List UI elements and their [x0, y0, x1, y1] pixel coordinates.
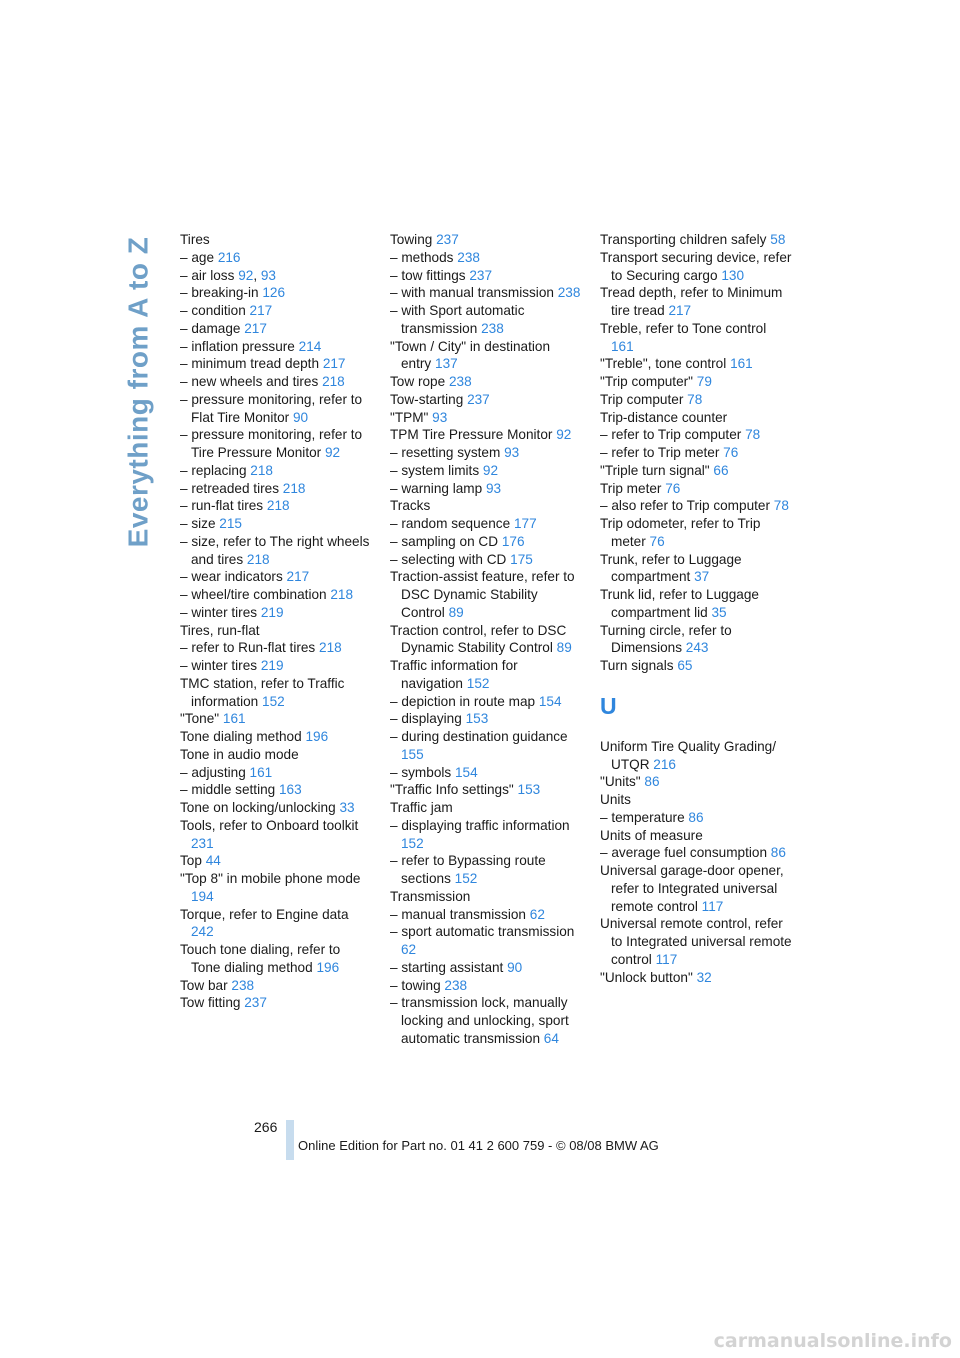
- index-entry-text: – inflation pressure: [180, 338, 295, 354]
- index-entry: [390, 302, 582, 338]
- index-entry-text: Trip computer: [600, 391, 684, 407]
- index-entry: [390, 852, 582, 888]
- index-entry: [600, 426, 792, 444]
- index-entry: [600, 284, 792, 320]
- footer-accent-bar: [286, 1120, 294, 1160]
- index-entry: [600, 409, 792, 427]
- page-reference-link[interactable]: 44: [205, 853, 221, 869]
- index-entry: [180, 852, 372, 870]
- index-entry: [600, 551, 792, 587]
- index-entry-text: – winter tires: [180, 604, 258, 620]
- index-entry-text: "Unlock button": [600, 969, 693, 985]
- index-entry: [390, 728, 582, 764]
- page-reference-link[interactable]: 217: [668, 303, 692, 318]
- index-entry-text: Units: [600, 792, 631, 807]
- page-reference-link[interactable]: 78: [773, 498, 789, 514]
- index-entry: [600, 791, 792, 809]
- page-reference-link[interactable]: 215: [219, 516, 242, 531]
- index-entry: [180, 373, 372, 391]
- index-entry: [390, 480, 582, 498]
- page-reference-link[interactable]: 79: [696, 374, 712, 389]
- index-entry-text: – age: [180, 249, 215, 265]
- index-entry-text: "Traffic Info settings": [390, 782, 514, 798]
- index-entry-text: Tow rope: [390, 374, 446, 389]
- page-reference-link[interactable]: 117: [701, 898, 724, 914]
- index-entry-text: – refer to Bypassing route sections: [390, 853, 546, 886]
- index-column-2: [390, 231, 582, 1048]
- page-reference-link[interactable]: 33: [339, 800, 355, 815]
- index-entry: [390, 373, 582, 391]
- index-entry-text: TPM Tire Pressure Monitor: [390, 427, 553, 443]
- index-entry: [180, 799, 372, 817]
- page-reference-link[interactable]: 176: [501, 533, 525, 549]
- index-entry: [180, 568, 372, 586]
- index-entry-text: Traction control, refer to DSC Dynamic Stability Control: [390, 622, 567, 656]
- index-entry-text: Tracks: [390, 498, 431, 514]
- index-entry-text: – starting assistant: [390, 959, 504, 975]
- page-reference-link[interactable]: 92: [482, 462, 499, 478]
- index-entry-text: Transmission: [390, 888, 471, 904]
- index-entry-text: Tread depth, refer to Minimum tire tread: [600, 285, 783, 318]
- index-entry-text: – sampling on CD: [390, 533, 499, 549]
- index-entry: [180, 817, 372, 853]
- index-entry-text: Towing: [390, 232, 433, 247]
- index-entry: [390, 799, 582, 817]
- page-reference-link[interactable]: 218: [282, 480, 306, 496]
- page-reference-link[interactable]: 62: [529, 906, 545, 922]
- index-entry-text: Touch tone dialing, refer to Tone dialing method: [180, 942, 341, 975]
- index-entry: [180, 284, 372, 302]
- page-reference-link[interactable]: 78: [745, 427, 761, 443]
- index-entry-text: Tow-starting: [390, 391, 464, 407]
- index-entry-text: Tone on locking/unlocking: [180, 800, 336, 815]
- index-entry: [180, 302, 372, 320]
- index-entry-text: Tow fitting: [180, 995, 241, 1011]
- index-entry: [180, 249, 372, 267]
- index-entry: [390, 888, 582, 906]
- index-entry: – air loss 92, 93: [180, 267, 276, 283]
- index-entry: [180, 906, 372, 942]
- index-entry: [180, 941, 372, 977]
- index-entry-text: Treble, refer to Tone control: [600, 320, 767, 336]
- page-reference-link[interactable]: 218: [246, 551, 270, 567]
- index-entry-text: – pressure monitoring, refer to Tire Pressure Monitor: [180, 427, 363, 460]
- page-reference-link[interactable]: 238: [557, 285, 581, 301]
- page-reference-link[interactable]: 237: [244, 995, 267, 1011]
- side-section-title-text: Everything from A to Z: [122, 236, 153, 548]
- index-entry: [180, 515, 372, 533]
- index-entry-text: – refer to Trip meter: [600, 445, 720, 460]
- index-entry-text: – adjusting: [180, 764, 246, 780]
- index-entry: [600, 862, 792, 915]
- index-entry-text: Turning circle, refer to Dimensions: [600, 622, 732, 656]
- page-reference-link[interactable]: 64: [543, 1030, 559, 1046]
- page-reference-link[interactable]: 238: [457, 249, 480, 265]
- page-reference-link[interactable]: 93: [260, 267, 276, 283]
- page-reference-link[interactable]: 237: [469, 267, 493, 283]
- page-reference-link[interactable]: 76: [649, 533, 665, 549]
- index-entry: [180, 639, 372, 657]
- index-entry-text: – average fuel consumption: [600, 845, 768, 861]
- page-reference-link[interactable]: 238: [481, 320, 504, 336]
- page-reference-link[interactable]: 86: [688, 809, 704, 825]
- page-reference-link[interactable]: 65: [677, 658, 693, 673]
- index-entry-text: – displaying: [390, 711, 462, 727]
- index-entry: [390, 551, 582, 569]
- index-entry: [600, 515, 792, 551]
- index-entry-text: – damage: [180, 320, 241, 336]
- index-entry-text: Turn signals: [600, 658, 674, 673]
- page-reference-link[interactable]: 58: [770, 232, 786, 247]
- index-entry-text: – depiction in route map: [390, 693, 536, 709]
- index-entry: [390, 462, 582, 480]
- index-entry-text: – winter tires: [180, 658, 258, 673]
- index-entry: [390, 426, 582, 444]
- index-entry: [600, 249, 792, 285]
- page-reference-link[interactable]: 243: [685, 640, 709, 656]
- index-entry-text: – sport automatic transmission: [390, 924, 575, 940]
- index-entry-text: – with Sport automatic transmission: [390, 303, 525, 336]
- index-entry: [180, 480, 372, 498]
- index-entry: [180, 622, 372, 640]
- index-entry: [390, 444, 582, 462]
- watermark: carmanualsonline.info: [713, 1330, 952, 1352]
- index-entry: [180, 994, 372, 1012]
- index-entry-text: – also refer to Trip computer: [600, 498, 770, 514]
- index-entry: [600, 444, 792, 462]
- page-reference-link[interactable]: 216: [653, 756, 676, 772]
- index-entry-text: Units of measure: [600, 827, 703, 843]
- page-reference-link[interactable]: 218: [266, 498, 290, 514]
- index-entry-text: – condition: [180, 303, 246, 318]
- index-entry-text: Universal remote control, refer to Integrated universal remote control: [600, 916, 792, 967]
- index-entry: [600, 355, 792, 373]
- page-reference-link[interactable]: 153: [465, 711, 489, 727]
- page-reference-link[interactable]: 90: [507, 959, 523, 975]
- index-entry: [600, 844, 792, 862]
- page-reference-link[interactable]: 90: [292, 409, 309, 425]
- index-entry: [600, 391, 792, 409]
- index-entry-text: – temperature: [600, 809, 685, 825]
- page-reference-link[interactable]: 152: [262, 693, 285, 709]
- index-entry: [390, 906, 582, 924]
- index-entry-text: – size: [180, 516, 216, 531]
- index-entry: [600, 809, 792, 827]
- page-reference-link[interactable]: 238: [444, 977, 468, 993]
- index-entry: [180, 462, 372, 480]
- index-entry: [600, 462, 792, 480]
- index-entry-text: "Top 8" in mobile phone mode: [180, 871, 361, 886]
- index-entry: [180, 675, 372, 711]
- page-reference-link[interactable]: 217: [244, 320, 267, 336]
- page-reference-link[interactable]: 231: [191, 835, 214, 851]
- page-reference-link[interactable]: 196: [316, 959, 340, 975]
- index-entry: [390, 533, 582, 551]
- page-reference-link[interactable]: 155: [401, 746, 424, 762]
- index-entry: [600, 827, 792, 845]
- index-entry: [600, 773, 792, 791]
- index-entry: [390, 781, 582, 799]
- index-entry: [390, 515, 582, 533]
- index-entry: [180, 728, 372, 746]
- page-reference-link[interactable]: 161: [249, 764, 273, 780]
- index-entry-text: – tow fittings: [390, 267, 466, 283]
- index-entry-text: Tone in audio mode: [180, 746, 299, 762]
- page-reference-link[interactable]: 37: [694, 569, 710, 585]
- index-entry: [180, 657, 372, 675]
- index-entry: [390, 497, 582, 515]
- index-entry-text: – wear indicators: [180, 569, 283, 585]
- index-entry: [600, 969, 792, 987]
- page-reference-link[interactable]: 137: [435, 356, 458, 372]
- page-reference-link[interactable]: 92: [556, 427, 572, 443]
- index-entry-text: "Treble", tone control: [600, 356, 727, 372]
- index-entry-text: "Tone": [180, 711, 220, 727]
- side-section-title: [118, 232, 158, 552]
- index-entry-text: – wheel/tire combination: [180, 587, 327, 602]
- page-reference-link[interactable]: 86: [644, 774, 660, 790]
- index-entry-text: – retreaded tires: [180, 480, 279, 496]
- index-entry: [180, 604, 372, 622]
- page-reference-link[interactable]: 218: [322, 374, 345, 389]
- index-entry-text: "Triple turn signal": [600, 462, 710, 478]
- page-reference-link[interactable]: 154: [454, 764, 478, 780]
- index-entry-text: – breaking-in: [180, 285, 259, 301]
- index-entry-text: Trunk lid, refer to Luggage compartment lid: [600, 587, 759, 620]
- index-entry: [600, 738, 792, 774]
- page-reference-link[interactable]: 218: [330, 587, 354, 602]
- index-entry: [180, 320, 372, 338]
- index-entry-text: Tires: [180, 232, 210, 247]
- index-entry-text: Top: [180, 853, 202, 869]
- index-entry-text: – selecting with CD: [390, 551, 507, 567]
- index-letter-heading: U: [600, 692, 617, 719]
- page-reference-link[interactable]: 161: [611, 338, 634, 354]
- index-entry: [390, 817, 582, 853]
- index-entry-text: – new wheels and tires: [180, 374, 319, 389]
- index-entry: [180, 338, 372, 356]
- index-entry: [390, 693, 582, 711]
- index-entry-text: – resetting system: [390, 445, 501, 460]
- index-entry: [180, 533, 372, 569]
- page-reference-link[interactable]: 93: [485, 480, 502, 496]
- index-entry: [390, 231, 582, 249]
- index-entry: [390, 284, 582, 302]
- index-entry-text: Transporting children safely: [600, 232, 767, 247]
- index-entry: [600, 480, 792, 498]
- index-entry: [390, 409, 582, 427]
- index-entry-text: "Units": [600, 774, 641, 790]
- page-number: 266: [254, 1119, 278, 1135]
- page-reference-link[interactable]: 219: [260, 658, 284, 673]
- page-reference-link[interactable]: 62: [401, 942, 417, 957]
- index-entry-text: – manual transmission: [390, 906, 526, 922]
- index-entry-text: Tone dialing method: [180, 729, 302, 744]
- index-entry-text: Transport securing device, refer to Securing cargo: [600, 249, 792, 283]
- index-column-3: [600, 231, 792, 986]
- index-entry-text: Traffic jam: [390, 800, 453, 815]
- page-reference-link[interactable]: 175: [510, 551, 533, 567]
- index-entry-text: – towing: [390, 977, 441, 993]
- index-entry: [180, 391, 372, 427]
- index-entry-text: Trip meter: [600, 480, 662, 496]
- index-entry-text: – transmission lock, manually locking and unlocking, sport automatic transmission: [390, 995, 569, 1046]
- index-entry: [390, 249, 582, 267]
- index-entry-text: – size, refer to The right wheels and tires: [180, 533, 370, 567]
- page-reference-link[interactable]: 117: [655, 951, 678, 967]
- index-entry: [390, 710, 582, 728]
- page-reference-link[interactable]: 152: [454, 871, 478, 886]
- index-entry-text: Universal garage-door opener, refer to Integrated universal remote control: [600, 863, 784, 914]
- index-entry-text: – pressure monitoring, refer to Flat Tire Monitor: [180, 391, 363, 425]
- page-reference-link[interactable]: 218: [319, 640, 342, 656]
- page-reference-link[interactable]: 161: [222, 711, 246, 727]
- index-entry: [390, 977, 582, 995]
- index-entry-text: – replacing: [180, 462, 247, 478]
- index-entry-text: Uniform Tire Quality Grading/ UTQR: [600, 738, 777, 772]
- index-entry: [180, 586, 372, 604]
- page-reference-link[interactable]: 93: [432, 409, 448, 425]
- index-entry: [600, 497, 792, 515]
- index-entry-text: "Town / City" in destination entry: [390, 338, 551, 372]
- index-column-1: [180, 231, 372, 1012]
- page-reference-link[interactable]: 177: [513, 516, 537, 531]
- page-reference-link[interactable]: 93: [504, 445, 520, 460]
- page-reference-link[interactable]: 89: [556, 640, 572, 656]
- index-entry-text: – methods: [390, 249, 454, 265]
- index-entry-text: Traffic information for navigation: [390, 658, 518, 691]
- page-reference-link[interactable]: 216: [217, 249, 241, 265]
- footer-edition-note: Online Edition for Part no. 01 41 2 600 759 - © 08/08 BMW AG: [298, 1138, 659, 1153]
- page-reference-link[interactable]: 161: [730, 356, 753, 372]
- page-reference-link[interactable]: 130: [721, 267, 745, 283]
- index-entry-text: – displaying traffic information: [390, 817, 570, 833]
- index-entry: [600, 622, 792, 658]
- page-reference-link[interactable]: 86: [770, 845, 786, 861]
- index-entry-text: – middle setting: [180, 782, 276, 798]
- page-reference-link[interactable]: 238: [448, 374, 472, 389]
- page-reference-link[interactable]: 219: [260, 604, 284, 620]
- index-entry: [180, 426, 372, 462]
- page-reference-link[interactable]: 35: [711, 604, 727, 620]
- index-entry: [180, 746, 372, 764]
- page-reference-link[interactable]: 214: [298, 338, 322, 354]
- index-entry: [390, 568, 582, 621]
- index-entry: [390, 959, 582, 977]
- page-reference-link[interactable]: 66: [713, 462, 729, 478]
- index-entry: [390, 994, 582, 1047]
- index-entry: [180, 764, 372, 782]
- page-reference-link[interactable]: 78: [687, 391, 703, 407]
- index-entry-text: – warning lamp: [390, 480, 483, 496]
- index-entry-text: TMC station, refer to Traffic information: [180, 675, 345, 709]
- page-reference-link[interactable]: 153: [517, 782, 541, 798]
- index-entry-text: "TPM": [390, 409, 429, 425]
- page-reference-link[interactable]: 238: [231, 977, 255, 993]
- page-reference-link[interactable]: 92: [324, 445, 341, 460]
- page-reference-link[interactable]: 217: [286, 569, 310, 585]
- page-reference-link[interactable]: 237: [436, 232, 459, 247]
- page-reference-link[interactable]: 194: [191, 888, 214, 904]
- index-entry: [600, 231, 792, 249]
- index-entry: [180, 355, 372, 373]
- index-entry: [390, 657, 582, 693]
- page-reference-link[interactable]: 217: [249, 303, 273, 318]
- index-entry: [600, 586, 792, 622]
- index-entry-text: – with manual transmission: [390, 285, 554, 301]
- index-entry-text: Trunk, refer to Luggage compartment: [600, 551, 742, 585]
- index-entry: [390, 267, 582, 285]
- page-reference-link[interactable]: 92: [238, 267, 254, 283]
- index-entry-text: Torque, refer to Engine data: [180, 906, 349, 922]
- index-entry: [180, 977, 372, 995]
- index-entry-text: Tow bar: [180, 977, 228, 993]
- index-entry: [180, 870, 372, 906]
- index-entry-text: – during destination guidance: [390, 729, 568, 744]
- index-entry-text: – minimum tread depth: [180, 356, 320, 372]
- index-entry-text: – refer to Trip computer: [600, 427, 742, 443]
- page-reference-link[interactable]: 217: [322, 356, 346, 372]
- index-entry: [600, 915, 792, 968]
- index-entry: [180, 781, 372, 799]
- index-entry: [390, 764, 582, 782]
- page-reference-link[interactable]: 32: [696, 969, 712, 985]
- page-reference-link[interactable]: 76: [665, 480, 681, 496]
- index-entry-text: "Trip computer": [600, 374, 693, 389]
- page-reference-link[interactable]: 237: [467, 391, 490, 407]
- index-entry: [600, 373, 792, 391]
- index-entry: [390, 338, 582, 374]
- index-entry-text: Tools, refer to Onboard toolkit: [180, 817, 359, 833]
- index-entry: [390, 923, 582, 959]
- index-entry: [180, 497, 372, 515]
- index-entry-text: – air loss: [180, 267, 235, 283]
- index-entry-text: – run-flat tires: [180, 498, 264, 514]
- index-entry: [180, 710, 372, 728]
- page-reference-link[interactable]: 76: [723, 445, 739, 460]
- index-entry-text: Trip-distance counter: [600, 409, 728, 425]
- page-reference-link[interactable]: 126: [262, 285, 286, 301]
- page-reference-link[interactable]: 242: [191, 924, 214, 940]
- index-entry-text: Traction-assist feature, refer to DSC Dynamic Stability Control: [390, 569, 575, 620]
- index-entry-text: – symbols: [390, 764, 452, 780]
- page-reference-link[interactable]: 196: [305, 729, 329, 744]
- page-reference-link[interactable]: 89: [448, 604, 464, 620]
- index-entry: [390, 391, 582, 409]
- page-reference-link[interactable]: 152: [466, 675, 490, 691]
- page-reference-link[interactable]: 218: [250, 462, 273, 478]
- index-entry-text: Trip odometer, refer to Trip meter: [600, 516, 761, 549]
- index-entry: [390, 622, 582, 658]
- index-entry-text: – system limits: [390, 462, 480, 478]
- index-entry: [180, 231, 372, 249]
- index-entry-text: – refer to Run-flat tires: [180, 640, 316, 656]
- index-entry: [600, 320, 792, 356]
- page-reference-link[interactable]: 163: [279, 782, 302, 798]
- index-entry: [600, 657, 792, 675]
- index-entry-text: – random sequence: [390, 516, 511, 531]
- page-reference-link[interactable]: 154: [538, 693, 562, 709]
- page-reference-link[interactable]: 152: [401, 835, 424, 851]
- index-entry-text: Tires, run-flat: [180, 622, 260, 638]
